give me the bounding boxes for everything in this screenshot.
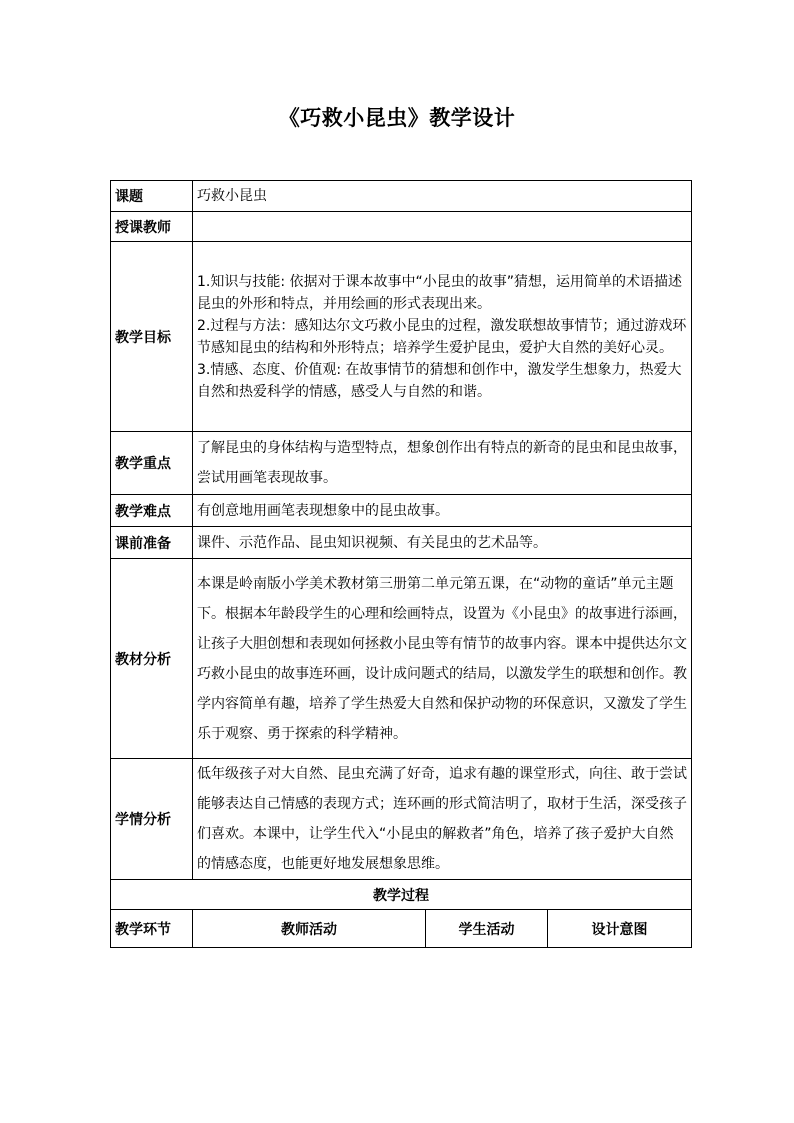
lesson-plan-table bbox=[110, 180, 692, 948]
topic-value: 巧救小昆虫 bbox=[193, 181, 692, 212]
row-objectives bbox=[111, 242, 692, 432]
student-analysis-value: 低年级孩子对大自然、昆虫充满了好奇，追求有趣的课堂形式，向往、敢于尝试能够表达自己情感的表现方式；连环画的形式简洁明了，取材于生活，深受孩子们喜欢。本课中，让学生代入“小昆虫的解救者”角色，培养了孩子爱护大自然的情感态度，也能更好地发展想象思维。 bbox=[193, 759, 692, 880]
column-student-activity: 学生活动 bbox=[426, 910, 548, 948]
row-teacher bbox=[111, 212, 692, 242]
difficulties-label: 教学难点 bbox=[111, 495, 193, 527]
process-header: 教学过程 bbox=[111, 880, 692, 910]
difficulties-value: 有创意地用画笔表现想象中的昆虫故事。 bbox=[193, 495, 692, 527]
row-material-analysis bbox=[111, 559, 692, 759]
objective-process: 2.过程与方法：感知达尔文巧救小昆虫的过程，激发联想故事情节；通过游戏环节感知昆虫的结构和外形特点；培养学生爱护昆虫，爱护大自然的美好心灵。 bbox=[197, 317, 687, 356]
objectives-value bbox=[193, 242, 692, 432]
objective-emotion: 3.情感、态度、价值观: 在故事情节的猜想和创作中，激发学生想象力，热爱大自然和热爱科学的情感，感受人与自然的和谐。 bbox=[197, 361, 682, 400]
row-key-points bbox=[111, 432, 692, 495]
column-stage: 教学环节 bbox=[111, 910, 193, 948]
student-analysis-label: 学情分析 bbox=[111, 759, 193, 880]
row-process-columns bbox=[111, 910, 692, 948]
column-teacher-activity: 教师活动 bbox=[193, 910, 426, 948]
row-topic bbox=[111, 181, 692, 212]
column-design-intent: 设计意图 bbox=[548, 910, 692, 948]
document-title: 《巧救小昆虫》教学设计 bbox=[278, 106, 516, 130]
teacher-label: 授课教师 bbox=[111, 212, 193, 242]
teacher-value bbox=[193, 212, 692, 242]
material-analysis-value: 本课是岭南版小学美术教材第三册第二单元第五课，在“动物的童话”单元主题下。根据本年龄段学生的心理和绘画特点，设置为《小昆虫》的故事进行添画， 让孩子大胆创想和表现如何拯救小昆虫等有情节的故事内容。课本中提供达尔文巧救小昆虫的故事连环画，设计成问题式的结局，以激发学生的联想和创作。教学内容简单有趣，培养了学生热爱大自然和保护动物的环保意识，又激发了学生乐于观察、勇于探索的科学精神。 bbox=[193, 559, 692, 759]
preparation-value: 课件、示范作品、昆虫知识视频、有关昆虫的艺术品等。 bbox=[193, 527, 692, 559]
material-analysis-label: 教材分析 bbox=[111, 559, 193, 759]
preparation-label: 课前准备 bbox=[111, 527, 193, 559]
key-points-value: 了解昆虫的身体结构与造型特点，想象创作出有特点的新奇的昆虫和昆虫故事，尝试用画笔表现故事。 bbox=[193, 432, 692, 495]
objectives-label: 教学目标 bbox=[111, 242, 193, 432]
row-process-header bbox=[111, 880, 692, 910]
topic-label: 课题 bbox=[111, 181, 193, 212]
row-preparation bbox=[111, 527, 692, 559]
row-student-analysis bbox=[111, 759, 692, 880]
row-difficulties bbox=[111, 495, 692, 527]
objective-knowledge: 1.知识与技能: 依据对于课本故事中“小昆虫的故事”猜想，运用简单的术语描述昆虫的外形和特点，并用绘画的形式表现出来。 bbox=[197, 273, 683, 312]
key-points-label: 教学重点 bbox=[111, 432, 193, 495]
